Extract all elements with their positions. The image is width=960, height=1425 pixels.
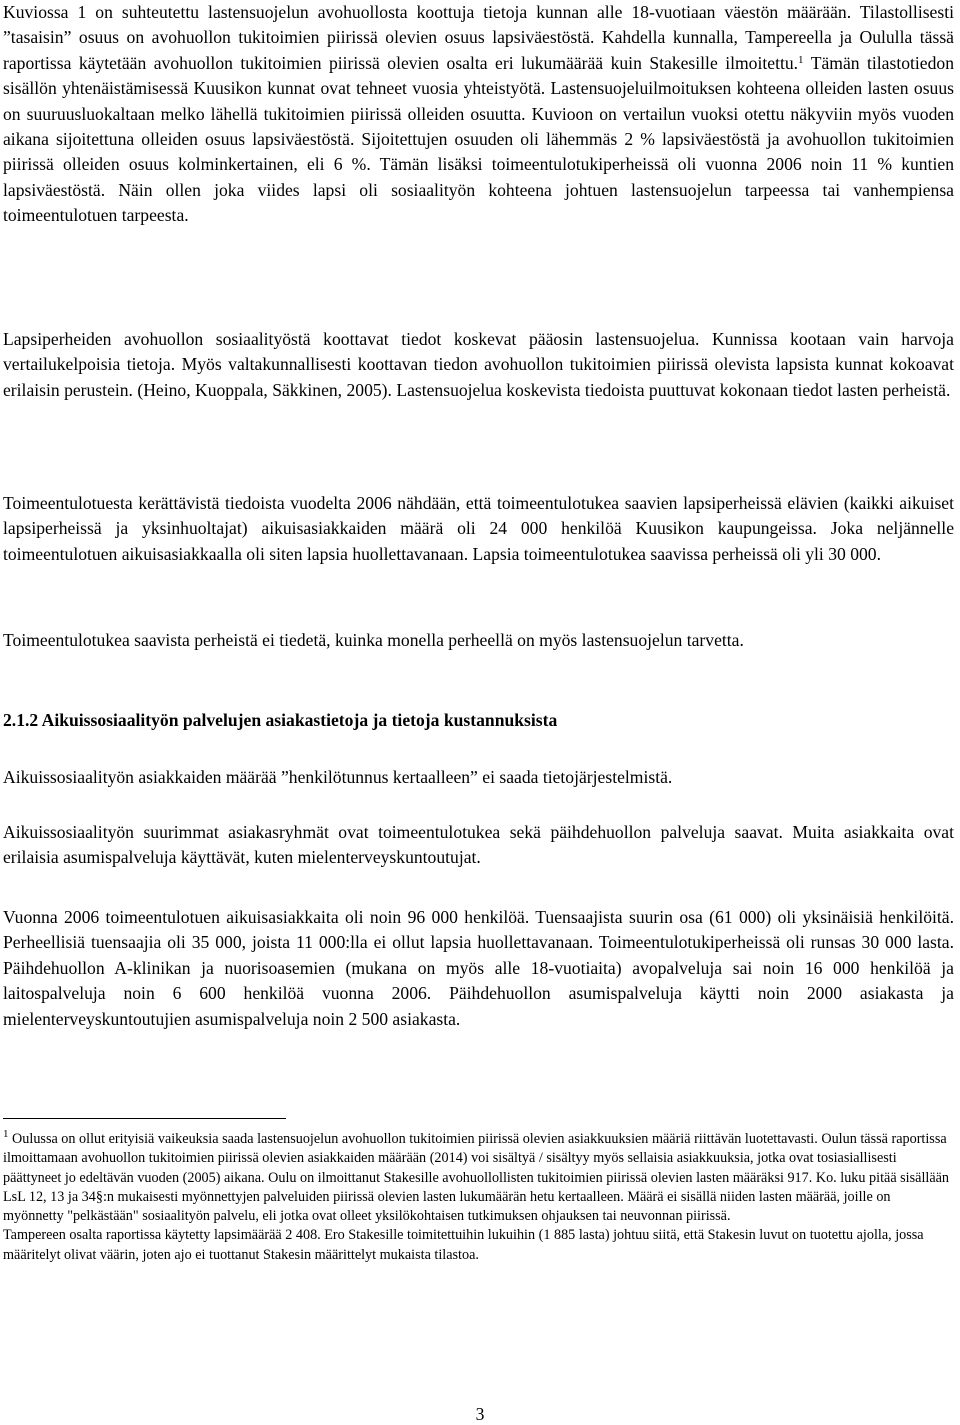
footnote-1 [3, 1130, 954, 1226]
page-number: 3 [475, 1404, 485, 1424]
section-heading: 2.1.2 Aikuissosiaalityön palvelujen asiakastietoja ja tietoja kustannuksista [3, 710, 558, 730]
paragraph-family-social-work: Lapsiperheiden avohuollon sosiaalityöstä koottavat tiedot koskevat pääosin lastensuojelua. Kunnissa kootaan vain harvoja vertailukelpoisia tietoja. Myös valtakunnallisesti koottavan tiedon avohuollon tukitoimien piirissä olevista lapsista kunnat kokoavat erilaisin perustein. (Heino, Kuoppala, Säkkinen, 2005). Lastensuojelua koskevista tiedoista puuttuvat kokonaan tiedot lasten perheistä. [3, 329, 954, 400]
footnote-marker: 1 [3, 1128, 9, 1140]
footnote-1-continued: Tampereen osalta raportissa käytetty lapsimäärää 2 408. Ero Stakesille toimitettuihin lukuihin (1 885 lasta) johtuu siitä, että Stakesin luvut on tuotettu ajolla, jossa määritelyt olivat väärin, joten ajo ei tuottanut Stakesin määrittelyt mukaista tilastoa. [3, 1227, 924, 1263]
paragraph-income-support: Toimeentulotuesta kerättävistä tiedoista vuodelta 2006 nähdään, että toimeentulotukea saavien lapsiperheissä elävien (kaikki aikuiset lapsiperheissä ja yksinhuoltajat) aikuisasiakkaiden määrä oli 24 000 henkilöä Kuusikon kaupungeissa. Joka neljännelle toimeentulotuen aikuisasiakkaalla oli siten lapsia huollettavanaan. Lapsia toimeentulotukea saavissa perheissä oli yli 30 000. [3, 493, 954, 564]
footnotes [3, 1130, 954, 1265]
paragraph-text: Tämän tilastotiedon sisällön yhtenäistämisessä Kuusikon kunnat ovat tehneet vuosia yhteistyötä. Lastensuojeluilmoituksen kohteena olleiden lasten osuus on suuruusluokaltaan melko lähellä tukitoimien piirissä olleiden osuutta. Kuvioon on vertailun vuoksi otettu näkyviin myös vuoden aikana sijoitettuna olleiden osuus lapsiväestöstä. Sijoitettujen osuuden oli lähemmäs 2 % lapsiväestöstä ja avohuollon tukitoimien piirissä olleiden osuus kolminkertainen, eli 6 %. Tämän lisäksi toimeentulotukiperheissä oli vuonna 2006 noin 11 % kuntien lapsiväestöstä. Näin ollen joka viides lapsi oli sosiaalityön kohteena johtuen lastensuojelun tarpeessa tai vanhempiensa toimeentulotuen tarpeesta. [3, 52, 955, 226]
paragraph-child-welfare-figure [3, 0, 954, 229]
footnote-reference[interactable]: 1 [798, 53, 804, 66]
paragraph-income-support-families: Toimeentulotukea saavista perheistä ei tiedetä, kuinka monella perheellä on myös lastensuojelun tarvetta. [3, 630, 744, 650]
footnote-text: Oulussa on ollut erityisiä vaikeuksia saada lastensuojelun avohuollon tukitoimien piirissä olevien asiakkuuksien määriä riittävän luotettavasti. Oulun tässä raportissa ilmoittamaan avohuollon tukitoimien piirissä olevien asiakkaiden määrään (2014) voi sisältyä / sisältyy myös sellaisia asiakkuuksia, jotka ovat tosiasiallisesti päättyneet jo edeltävän vuoden (2005) aikana. Oulu on ilmoittanut Stakesille avohuollollisten tukitoimien piirissä olevien lasten määräksi 917. Ko. luku pitää sisällään LsL 12, 13 ja 34§:n mukaisesti myönnettyjen palveluiden piirissä olevien lasten lukumäärän hetu kertaalleen. Määrä ei sisällä niiden lasten määrää, joille on myönnetty "pelkästään" sosiaalityön palvelu, eli jotka ovat olleet yksilökohtaisen tutkimuksen ohjauksen tai neuvonnan piirissä. [3, 1131, 950, 1225]
footnote-divider [3, 1118, 286, 1119]
paragraph-2006-statistics: Vuonna 2006 toimeentulotuen aikuisasiakkaita oli noin 96 000 henkilöä. Tuensaajista suurin osa (61 000) oli yksinäisiä henkilöitä. Perheellisiä tuensaajia oli 35 000, joista 11 000:lla ei ollut lapsia huollettavanaan. Toimeentulotukiperheissä oli runsas 30 000 lasta. Päihdehuollon A-klinikan ja nuorisoasemien (mukana on myös alle 18-vuotiaita) avopalveluja sai noin 16 000 henkilöä ja laitospalveluja noin 6 600 henkilöä vuonna 2006. Päihdehuollon asumispalveluja käytti noin 2000 asiakasta ja mielenterveyskuntoutujien asumispalveluja noin 2 500 asiakasta. [3, 907, 954, 1029]
paragraph-text: Kuviossa 1 on suhteutettu lastensuojelun avohuollosta koottuja tietoja kunnan alle 18-vuotiaan väestön määrään. Tilastollisesti ”tasaisin” osuus on avohuollon tukitoimien piirissä olevien osuus lapsiväestöstä. Kahdella kunnalla, Tampereella ja Oululla tässä raportissa käytetään avohuollon tukitoimien piirissä olevien osalta eri lukumäärää kuin Stakesille ilmoitettu. [3, 2, 954, 73]
paragraph-adult-social-clients: Aikuissosiaalityön asiakkaiden määrää ”henkilötunnus kertaalleen” ei saada tietojärjestelmistä. [3, 767, 673, 787]
paragraph-adult-client-groups: Aikuissosiaalityön suurimmat asiakasryhmät ovat toimeentulotukea sekä päihdehuollon palveluja saavat. Muita asiakkaita ovat erilaisia asumispalveluja käyttävät, kuten mielenterveyskuntoutujat. [3, 822, 954, 868]
